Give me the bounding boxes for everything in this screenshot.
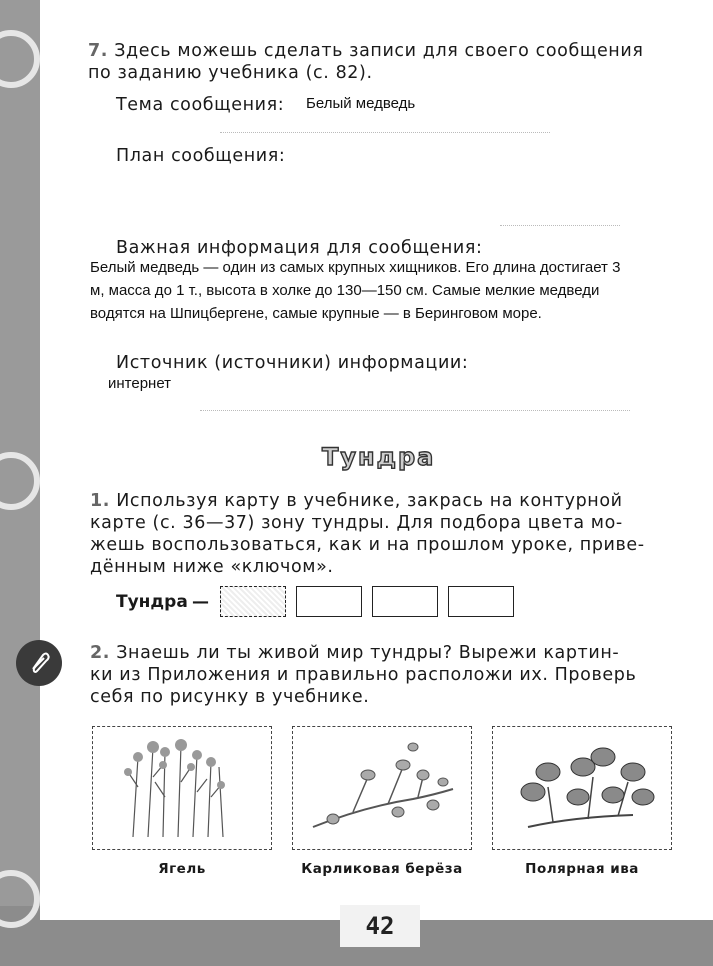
task1-line4: дённым ниже «ключом». — [90, 557, 334, 577]
task1-line3: жешь воспользоваться, как и на прошлом уроке, приве- — [90, 535, 645, 555]
picture-caption: Карликовая берёза — [301, 861, 463, 877]
task1-line1: 1. Используя карту в учебнике, закрась на контурной — [90, 491, 623, 511]
task7-line2: по заданию учебника (с. 82). — [88, 63, 373, 83]
color-key-box[interactable] — [372, 586, 438, 617]
color-key-label: Тундра — [116, 592, 188, 612]
picture-caption: Ягель — [158, 861, 206, 877]
polar-willow-icon — [493, 727, 669, 847]
color-key-box[interactable] — [220, 586, 286, 617]
plan-label: План сообщения: — [116, 146, 286, 166]
write-line — [220, 132, 550, 133]
picture-caption: Полярная ива — [525, 861, 639, 877]
info-answer-line2[interactable]: м, масса до 1 т., высота в холке до 130—150 см. Самые мелкие медведи — [90, 282, 600, 299]
scissors-clip-icon — [16, 640, 62, 686]
write-line — [500, 225, 620, 226]
info-answer-line3[interactable]: водятся на Шпицбергене, самые крупные — в Беринговом море. — [90, 305, 542, 322]
write-line — [200, 410, 630, 411]
topic-answer[interactable]: Белый медведь — [306, 95, 416, 112]
page-number: 42 — [340, 905, 420, 947]
picture-card[interactable] — [92, 726, 272, 850]
section-title: Тундра — [322, 443, 436, 471]
color-key-dash: — — [192, 592, 209, 612]
task2-line1: 2. Знаешь ли ты живой мир тундры? Вырежи картин- — [90, 643, 620, 663]
dwarf-birch-icon — [293, 727, 469, 847]
task2-line2: ки из Приложения и правильно расположи их. Проверь — [90, 665, 637, 685]
task1-line2: карте (с. 36—37) зону тундры. Для подбора цвета мо- — [90, 513, 623, 533]
color-key-box[interactable] — [448, 586, 514, 617]
task7-line1: 7. Здесь можешь сделать записи для своего сообщения — [88, 41, 644, 61]
lichen-icon — [93, 727, 269, 847]
info-label: Важная информация для сообщения: — [116, 238, 483, 258]
task2-line3: себя по рисунку в учебнике. — [90, 687, 370, 707]
picture-card[interactable] — [492, 726, 672, 850]
picture-card[interactable] — [292, 726, 472, 850]
source-label: Источник (источники) информации: — [116, 353, 469, 373]
source-answer[interactable]: интернет — [108, 375, 172, 392]
color-key-box[interactable] — [296, 586, 362, 617]
info-answer-line1[interactable]: Белый медведь — один из самых крупных хищников. Его длина достигает 3 — [90, 259, 621, 276]
topic-label: Тема сообщения: — [116, 95, 285, 115]
